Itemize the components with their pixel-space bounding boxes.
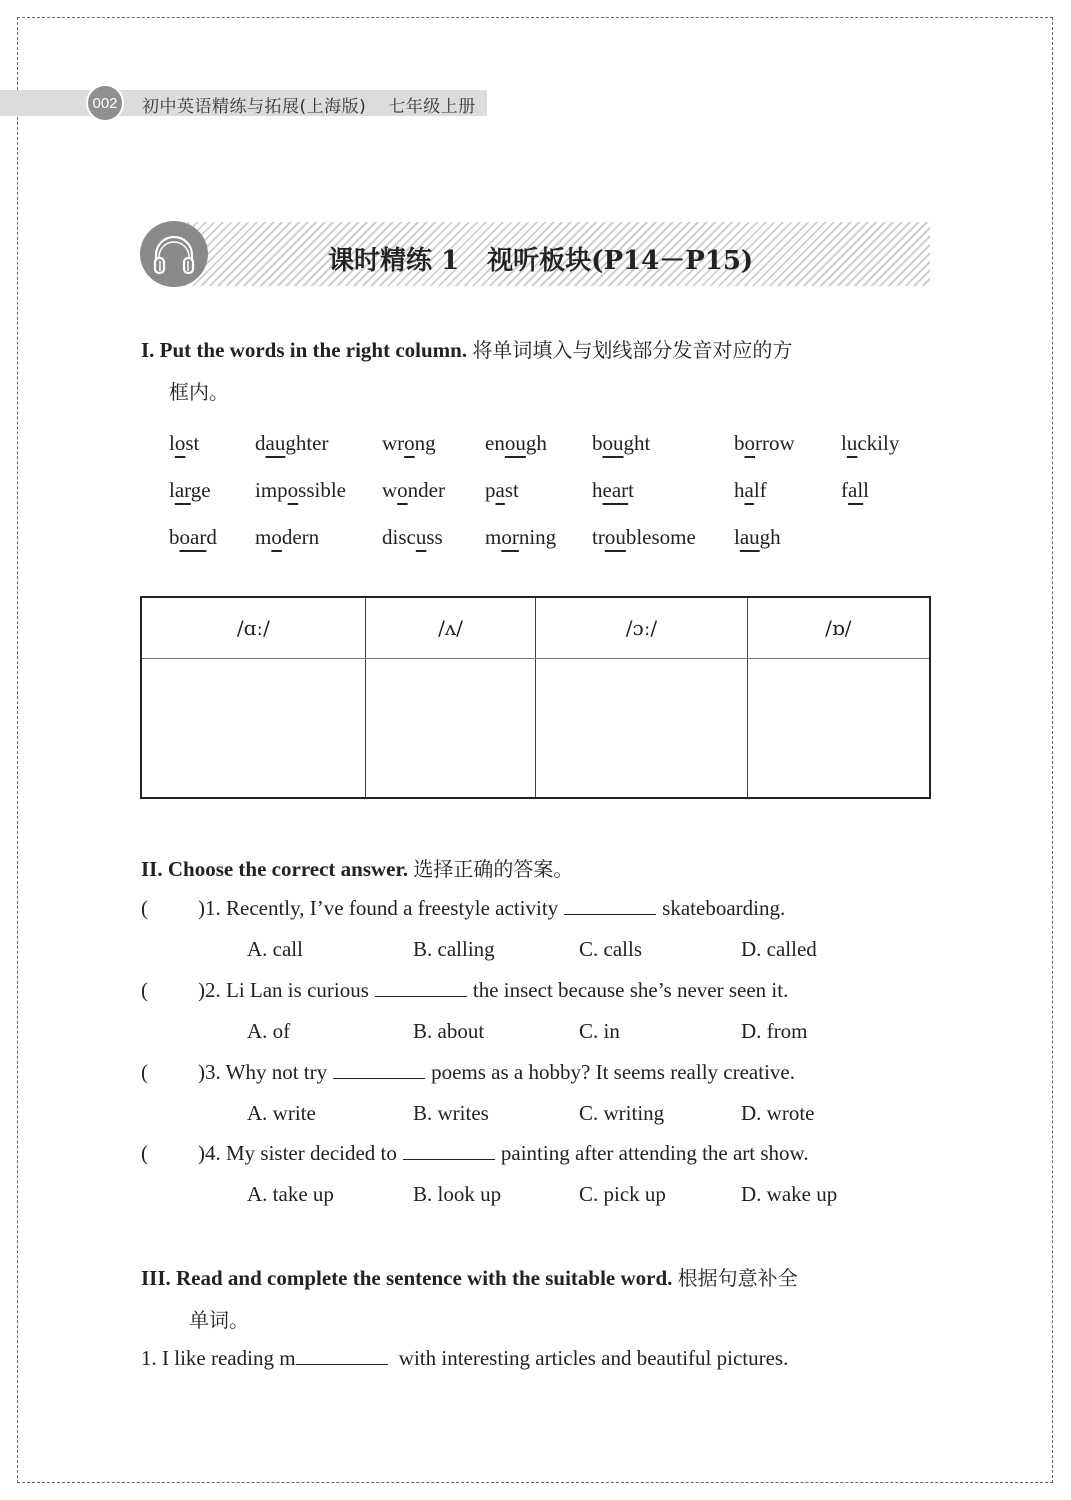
question-4	[141, 1141, 809, 1166]
underlined-sound: o	[397, 478, 408, 502]
phonetic-header-aa: /ɑː/	[141, 597, 365, 659]
grade-label: 七年级上册	[388, 97, 476, 117]
word-bank-item: morning	[485, 525, 557, 549]
section-3-title-en: III. Read and complete the sentence with the suitable word.	[141, 1266, 673, 1290]
underlined-sound: o	[744, 431, 755, 455]
question-number: )3.	[198, 1060, 221, 1084]
underlined-sound: al	[848, 478, 864, 502]
option-a[interactable]: A. write	[247, 1101, 316, 1125]
underlined-sound: a	[495, 478, 505, 502]
word-bank-item: enough	[485, 431, 547, 455]
book-title	[142, 92, 476, 117]
phonetic-table	[140, 596, 931, 799]
lesson-number: 课时精练 1	[328, 246, 460, 276]
fill-in-item-1	[141, 1346, 788, 1371]
answer-paren-open: (	[141, 1141, 148, 1165]
answer-blank	[333, 1060, 425, 1079]
phonetic-header-o: /ɒ/	[747, 597, 930, 659]
question-number: )4.	[198, 1141, 221, 1165]
word-bank-item: large	[169, 478, 211, 502]
section-3-title-cn: 根据句意补全	[677, 1266, 798, 1290]
section-2-title-cn: 选择正确的答案。	[413, 857, 574, 881]
option-a[interactable]: A. call	[247, 937, 303, 961]
word-bank-item: discuss	[382, 525, 443, 549]
underlined-sound: o	[404, 431, 415, 455]
option-d[interactable]: D. called	[741, 937, 817, 961]
answer-cell-aa[interactable]	[141, 659, 365, 799]
underlined-sound: oar	[179, 525, 207, 549]
word-bank-item: troublesome	[592, 525, 696, 549]
item-text-after: with interesting articles and beautiful pictures.	[398, 1346, 789, 1370]
underlined-sound: ear	[602, 478, 629, 502]
section-1-title-cn: 将单词填入与划线部分发音对应的方	[472, 338, 793, 362]
lesson-title	[328, 240, 753, 277]
option-c[interactable]: C. calls	[579, 937, 642, 961]
underlined-sound: ar	[174, 478, 191, 502]
word-bank-item: borrow	[734, 431, 795, 455]
item-text-before: I like reading m	[162, 1346, 296, 1370]
answer-cell-aw[interactable]	[536, 659, 747, 799]
section-1-heading	[141, 329, 941, 413]
phonetic-header-uh: /ʌ/	[365, 597, 536, 659]
word-bank-item: heart	[592, 478, 634, 502]
underlined-sound: a	[744, 478, 754, 502]
word-bank-item: wrong	[382, 431, 436, 455]
lesson-subtitle: 视听板块(P14－P15)	[487, 246, 754, 276]
item-number: 1.	[141, 1346, 157, 1370]
section-3-title-cn-cont: 单词。	[189, 1308, 249, 1332]
question-number: )2.	[198, 978, 221, 1002]
word-bank-item: wonder	[382, 478, 445, 502]
word-bank-item: lost	[169, 431, 200, 455]
question-text-after: painting after attending the art show.	[500, 1141, 809, 1165]
word-bank-item: impossible	[255, 478, 347, 502]
underlined-sound: u	[846, 431, 858, 455]
answer-blank	[403, 1141, 495, 1160]
word-bank-item: daughter	[255, 431, 329, 455]
section-1-title-cn-cont: 框内。	[169, 380, 229, 404]
headphones-icon	[140, 221, 208, 287]
question-text-after: the insect because she’s never seen it.	[472, 978, 789, 1002]
underlined-sound: ou	[504, 431, 526, 455]
answer-paren-open: (	[141, 978, 148, 1002]
word-bank-item: luckily	[841, 431, 900, 455]
option-a[interactable]: A. of	[247, 1019, 291, 1043]
question-text-before: Recently, I’ve found a freestyle activity	[226, 896, 559, 920]
section-2-title-en: II. Choose the correct answer.	[141, 857, 409, 881]
underlined-sound: au	[265, 431, 286, 455]
underlined-sound: or	[501, 525, 519, 549]
option-d[interactable]: D. wrote	[741, 1101, 815, 1125]
word-bank-item: fall	[841, 478, 869, 502]
phonetic-header-aw: /ɔː/	[536, 597, 747, 659]
section-2-heading	[141, 848, 573, 890]
question-3	[141, 1060, 795, 1085]
question-text-before: My sister decided to	[226, 1141, 397, 1165]
answer-paren-open: (	[141, 896, 148, 920]
book-title-text: 初中英语精练与拓展(上海版)	[142, 97, 367, 117]
question-2	[141, 978, 788, 1003]
page-number-badge: 002	[86, 84, 124, 122]
word-bank-item: bought	[592, 431, 651, 455]
section-1-title-en: I. Put the words in the right column.	[141, 338, 468, 362]
underlined-sound: o	[271, 525, 282, 549]
underlined-sound: o	[174, 431, 186, 455]
underlined-sound: ou	[604, 525, 626, 549]
option-b[interactable]: B. calling	[413, 937, 495, 961]
underlined-sound: u	[415, 525, 427, 549]
underlined-sound: ou	[602, 431, 624, 455]
underlined-sound: o	[287, 478, 299, 502]
question-text-after: poems as a hobby? It seems really creative.	[431, 1060, 795, 1084]
word-bank-item: half	[734, 478, 767, 502]
answer-cell-uh[interactable]	[365, 659, 536, 799]
option-b[interactable]: B. look up	[413, 1182, 502, 1206]
question-number: )1.	[198, 896, 221, 920]
word-bank-item: modern	[255, 525, 320, 549]
option-c[interactable]: C. writing	[579, 1101, 665, 1125]
option-b[interactable]: B. writes	[413, 1101, 489, 1125]
question-text-after: skateboarding.	[662, 896, 786, 920]
answer-blank	[564, 896, 656, 915]
option-b[interactable]: B. about	[413, 1019, 485, 1043]
section-3-heading	[141, 1257, 941, 1341]
word-bank-item: laugh	[734, 525, 781, 549]
answer-blank	[375, 978, 467, 997]
answer-cell-o[interactable]	[747, 659, 930, 799]
option-d[interactable]: D. from	[741, 1019, 808, 1043]
option-c[interactable]: C. pick up	[579, 1182, 666, 1206]
answer-blank[interactable]	[296, 1346, 388, 1365]
option-d[interactable]: D. wake up	[741, 1182, 838, 1206]
question-text-before: Why not try	[225, 1060, 328, 1084]
word-bank-item: past	[485, 478, 519, 502]
question-1	[141, 896, 785, 921]
question-text-before: Li Lan is curious	[226, 978, 369, 1002]
underlined-sound: au	[739, 525, 760, 549]
option-c[interactable]: C. in	[579, 1019, 620, 1043]
word-bank-item: board	[169, 525, 217, 549]
answer-paren-open: (	[141, 1060, 148, 1084]
option-a[interactable]: A. take up	[247, 1182, 334, 1206]
